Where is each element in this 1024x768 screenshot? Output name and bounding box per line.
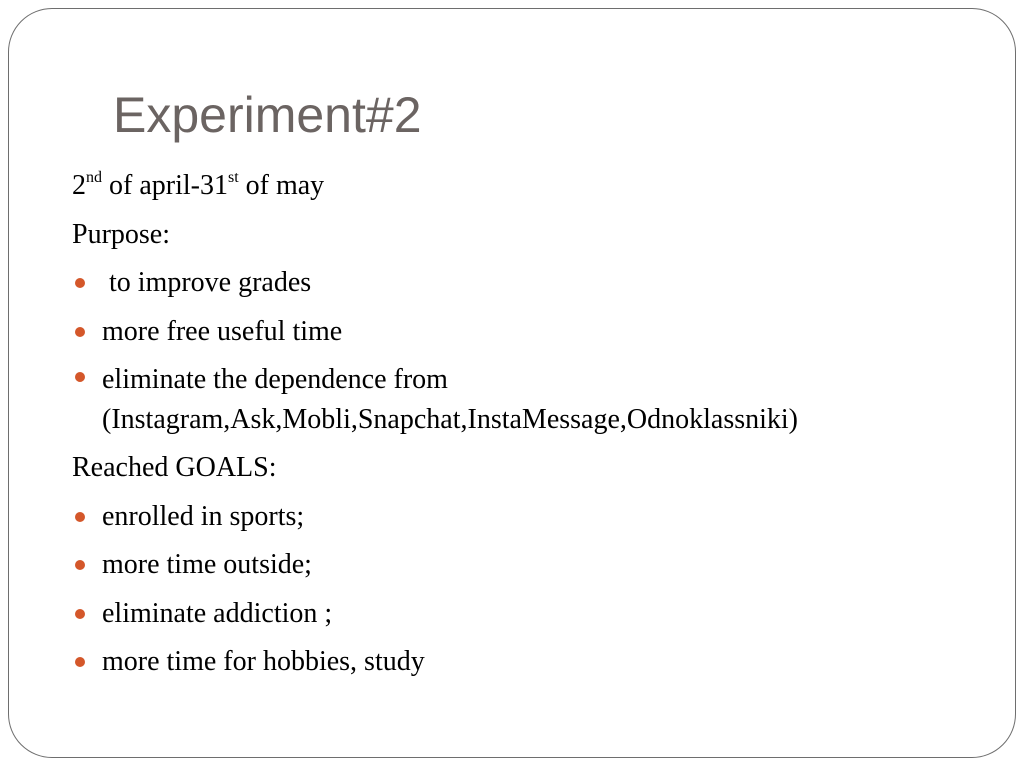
list-item-text-continuation: (Instagram,Ask,Mobli,Snapchat,InstaMessage,Odnoklassniki) (102, 404, 798, 435)
bullet-icon (75, 609, 85, 619)
date-start-number: 2 (72, 170, 86, 201)
list-item (72, 640, 972, 689)
date-end-text: of may (238, 170, 325, 201)
bullet-icon (75, 657, 85, 667)
list-item (72, 261, 972, 310)
bullet-icon (75, 512, 85, 522)
date-middle-text: of april-31 (102, 170, 228, 201)
bullet-icon (75, 372, 85, 382)
list-item-text: more time outside; (102, 549, 312, 580)
bullet-icon (75, 278, 85, 288)
list-item (72, 310, 972, 359)
list-item-text: eliminate the dependence from (102, 364, 448, 395)
bullet-icon (75, 560, 85, 570)
list-item-text: enrolled in sports; (102, 500, 305, 532)
list-item (72, 358, 972, 446)
slide-title: Experiment#2 (113, 87, 422, 143)
list-item-text: more time for hobbies, study (102, 646, 425, 677)
list-item (72, 592, 972, 641)
list-item (72, 543, 972, 592)
list-item (72, 495, 972, 544)
date-range-line (72, 164, 972, 213)
list-item-text: to improve grades (102, 267, 312, 298)
bullet-icon (75, 327, 85, 337)
goals-heading: Reached GOALS: (72, 452, 277, 483)
purpose-heading: Purpose: (72, 218, 170, 250)
list-item-text: more free useful time (102, 315, 343, 347)
date-end-suffix: st (227, 168, 239, 186)
date-start-suffix: nd (86, 168, 102, 186)
slide-body (72, 164, 972, 689)
list-item-text: eliminate addiction ; (102, 597, 333, 629)
